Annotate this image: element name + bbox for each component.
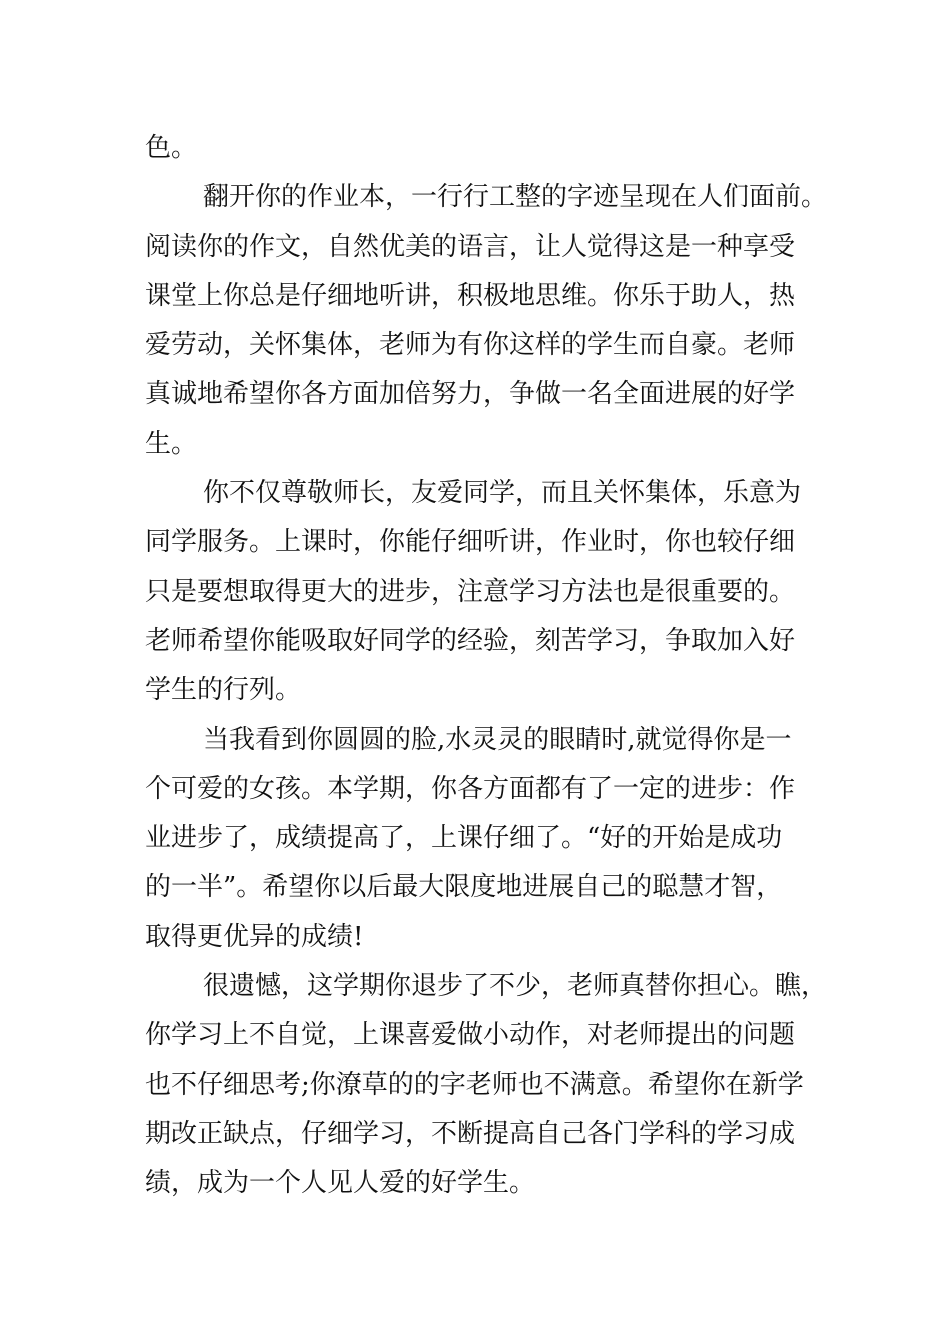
text-line: 你学习上不自觉，上课喜爱做小动作，对老师提出的问题 bbox=[145, 1020, 796, 1051]
text-line: 阅读你的作文，自然优美的语言，让人觉得这是一种享受 bbox=[145, 231, 796, 262]
text-line: 爱劳动，关怀集体，老师为有你这样的学生而自豪。老师 bbox=[145, 330, 796, 361]
text-line: 真诚地希望你各方面加倍努力，争做一名全面进展的好学 bbox=[145, 379, 796, 410]
text-line: 期改正缺点，仔细学习，不断提高自己各门学科的学习成 bbox=[145, 1118, 796, 1149]
text-line: 同学服务。上课时，你能仔细听讲，作业时，你也较仔细 bbox=[145, 527, 796, 558]
text-line: 老师希望你能吸取好同学的经验，刻苦学习，争取加入好 bbox=[145, 625, 796, 656]
text-line: 学生的行列。 bbox=[145, 675, 302, 706]
text-line: 的一半”。希望你以后最大限度地进展自己的聪慧才智， bbox=[145, 872, 783, 903]
text-line: 也不仔细思考;你潦草的的字老师也不满意。希望你在新学 bbox=[145, 1069, 804, 1100]
text-line: 只是要想取得更大的进步，注意学习方法也是很重要的。 bbox=[145, 576, 796, 607]
text-line: 色。 bbox=[145, 133, 198, 163]
text-line: 业进步了，成绩提高了，上课仔细了。“好的开始是成功 bbox=[145, 823, 783, 854]
text-line: 课堂上你总是仔细地听讲，积极地思维。你乐于助人，热 bbox=[145, 280, 796, 311]
text-line: 当我看到你圆圆的脸,水灵灵的眼睛时,就觉得你是一 bbox=[203, 724, 792, 755]
text-line: 翻开你的作业本，一行行工整的字迹呈现在人们面前。 bbox=[203, 182, 828, 213]
text-line: 取得更优异的成绩! bbox=[145, 921, 364, 952]
text-line: 个可爱的女孩。本学期，你各方面都有了一定的进步：作 bbox=[145, 773, 796, 804]
text-line: 很遗憾，这学期你退步了不少，老师真替你担心。瞧， bbox=[203, 971, 828, 1002]
text-line: 你不仅尊敬师长，友爱同学，而且关怀集体，乐意为 bbox=[203, 478, 802, 509]
document-body bbox=[145, 124, 828, 1209]
text-line: 生。 bbox=[145, 428, 198, 459]
text-line: 绩，成为一个人见人爱的好学生。 bbox=[145, 1168, 536, 1199]
